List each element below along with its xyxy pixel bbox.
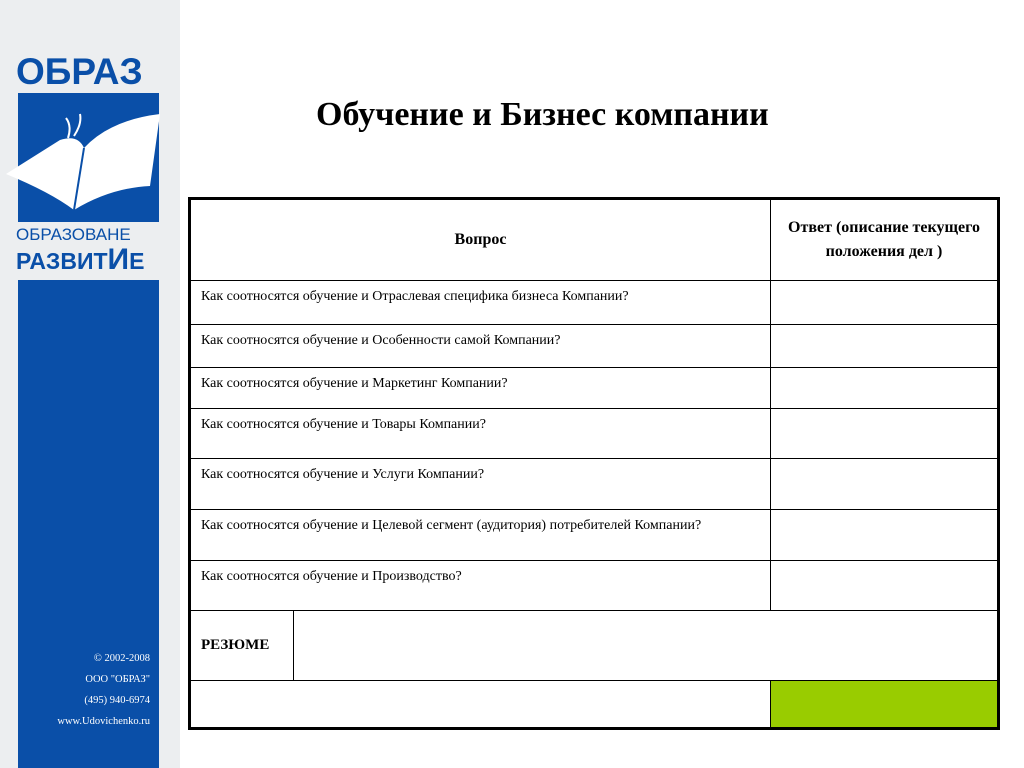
resume-label: РЕЗЮМЕ — [190, 611, 294, 681]
resume-cell[interactable] — [294, 611, 999, 681]
question-cell: Как соотносятся обучение и Особенности самой Компании? — [190, 325, 771, 368]
page-title: Обучение и Бизнес компании — [316, 96, 769, 133]
summary-cell[interactable] — [190, 681, 771, 729]
phone-number: (495) 940-6974 — [84, 695, 150, 706]
table-row — [190, 510, 999, 561]
website-link[interactable]: www.Udovichenko.ru — [57, 716, 150, 727]
questions-table — [188, 197, 1000, 730]
answer-cell[interactable] — [771, 561, 999, 611]
book-icon — [0, 100, 170, 220]
header-question: Вопрос — [190, 199, 771, 281]
answer-cell[interactable] — [771, 281, 999, 325]
answer-cell[interactable] — [771, 510, 999, 561]
question-cell: Как соотносятся обучение и Отраслевая специфика бизнеса Компании? — [190, 281, 771, 325]
question-cell: Как соотносятся обучение и Услуги Компании? — [190, 459, 771, 510]
table-row — [190, 561, 999, 611]
header-answer: Ответ (описание текущего положения дел ) — [771, 199, 999, 281]
table-row — [190, 325, 999, 368]
table-header-row — [190, 199, 999, 281]
question-cell: Как соотносятся обучение и Производство? — [190, 561, 771, 611]
logo-subtitle-1: ОБРАЗОВАНЕ — [16, 225, 131, 244]
table-row — [190, 281, 999, 325]
answer-cell[interactable] — [771, 368, 999, 409]
answer-cell[interactable] — [771, 459, 999, 510]
question-cell: Как соотносятся обучение и Маркетинг Компании? — [190, 368, 771, 409]
answer-cell[interactable] — [771, 409, 999, 459]
answer-cell[interactable] — [771, 325, 999, 368]
footer-info — [40, 648, 150, 732]
summary-row — [190, 681, 999, 729]
sidebar — [0, 0, 180, 768]
question-cell: Как соотносятся обучение и Товары Компании? — [190, 409, 771, 459]
table-row — [190, 409, 999, 459]
summary-answer-cell[interactable] — [771, 681, 999, 729]
table-row — [190, 368, 999, 409]
logo-title: ОБРАЗ — [16, 51, 143, 92]
question-cell: Как соотносятся обучение и Целевой сегмент (аудитория) потребителей Компании? — [190, 510, 771, 561]
logo-subtitle-2: РАЗВИТИЕ — [16, 243, 145, 276]
table-row — [190, 459, 999, 510]
company-name: ООО "ОБРАЗ" — [85, 674, 150, 685]
copyright-text: © 2002-2008 — [93, 653, 150, 664]
resume-row — [190, 611, 999, 681]
